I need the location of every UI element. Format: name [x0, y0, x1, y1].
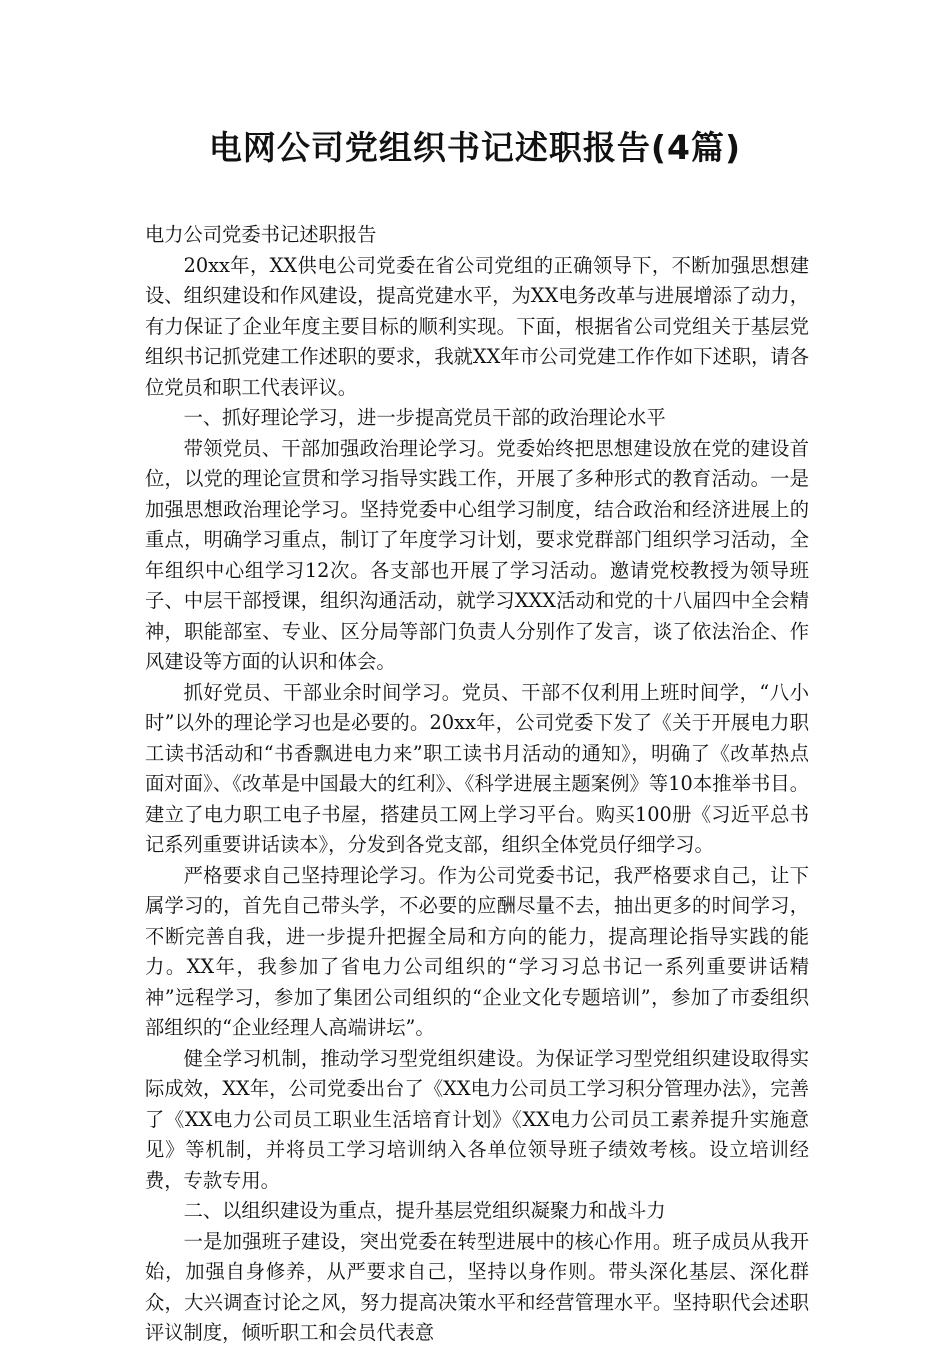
paragraph: 健全学习机制，推动学习型党组织建设。为保证学习型党组织建设取得实际成效，XX年，公司党委出台了《XX电力公司员工学习积分管理办法》，完善了《XX电力公司员工职业生活培育计划》《XX电力公司员工素养提升实施意见》等机制，并将员工学习培训纳入各单位领导班子绩效考核。设立培训经费，专款专用。 — [145, 1046, 809, 1192]
section-heading: 一、抓好理论学习，进一步提高党员干部的政治理论水平 — [183, 406, 666, 429]
paragraph: 带领党员、干部加强政治理论学习。党委始终把思想建设放在党的建设首位，以党的理论宣贯和学习指导实践工作，开展了多种形式的教育活动。一是加强思想政治理论学习。坚持党委中心组学习制度，结合政治和经济进展上的重点，明确学习重点，制订了年度学习计划，要求党群部门组织学习活动，全年组织中心组学习12次。各支部也开展了学习活动。邀请党校教授为领导班子、中层干部授课，组织沟通活动，就学习XXX活动和党的十八届四中全会精神，职能部室、专业、区分局等部门负责人分别作了发言，谈了依法治企、作风建设等方面的认识和体会。 — [145, 436, 809, 673]
document-body — [145, 220, 809, 1349]
document-title: 电网公司党组织书记述职报告(4篇) — [208, 128, 742, 167]
section-heading: 二、以组织建设为重点，提升基层党组织凝聚力和战斗力 — [183, 1199, 666, 1222]
paragraph: 抓好党员、干部业余时间学习。党员、干部不仅利用上班时间学，“八小时”以外的理论学习也是必要的。20xx年，公司党委下发了《关于开展电力职工读书活动和“书香飘进电力来”职工读书月活动的通知》，明确了《改革热点面对面》、《改革是中国最大的红利》、《科学进展主题案例》等10本推举书目。建立了电力职工电子书屋，搭建员工网上学习平台。购买100册《习近平总书记系列重要讲话读本》，分发到各党支部，组织全体党员仔细学习。 — [145, 680, 809, 856]
paragraph: 20xx年，XX供电公司党委在省公司党组的正确领导下，不断加强思想建设、组织建设和作风建设，提高党建水平，为XX电务改革与进展增添了动力，有力保证了企业年度主要目标的顺利实现。下面，根据省公司党组关于基层党组织书记抓党建工作述职的要求，我就XX年市公司党建工作作如下述职，请各位党员和职工代表评议。 — [145, 253, 809, 399]
paragraph: 一是加强班子建设，突出党委在转型进展中的核心作用。班子成员从我开始，加强自身修养，从严要求自己，坚持以身作则。带头深化基层、深化群众，大兴调查讨论之风，努力提高决策水平和经营管理水平。坚持职代会述职评议制度，倾听职工和会员代表意 — [145, 1229, 809, 1344]
paragraph: 严格要求自己坚持理论学习。作为公司党委书记，我严格要求自己，让下属学习的，首先自己带头学，不必要的应酬尽量不去，抽出更多的时间学习，不断完善自我，进一步提升把握全局和方向的能力，提高理论指导实践的能力。XX年，我参加了省电力公司组织的“学习习总书记一系列重要讲话精神”远程学习，参加了集团公司组织的“企业文化专题培训”，参加了市委组织部组织的“企业经理人高端讲坛”。 — [145, 863, 809, 1039]
document-subtitle: 电力公司党委书记述职报告 — [145, 223, 377, 246]
